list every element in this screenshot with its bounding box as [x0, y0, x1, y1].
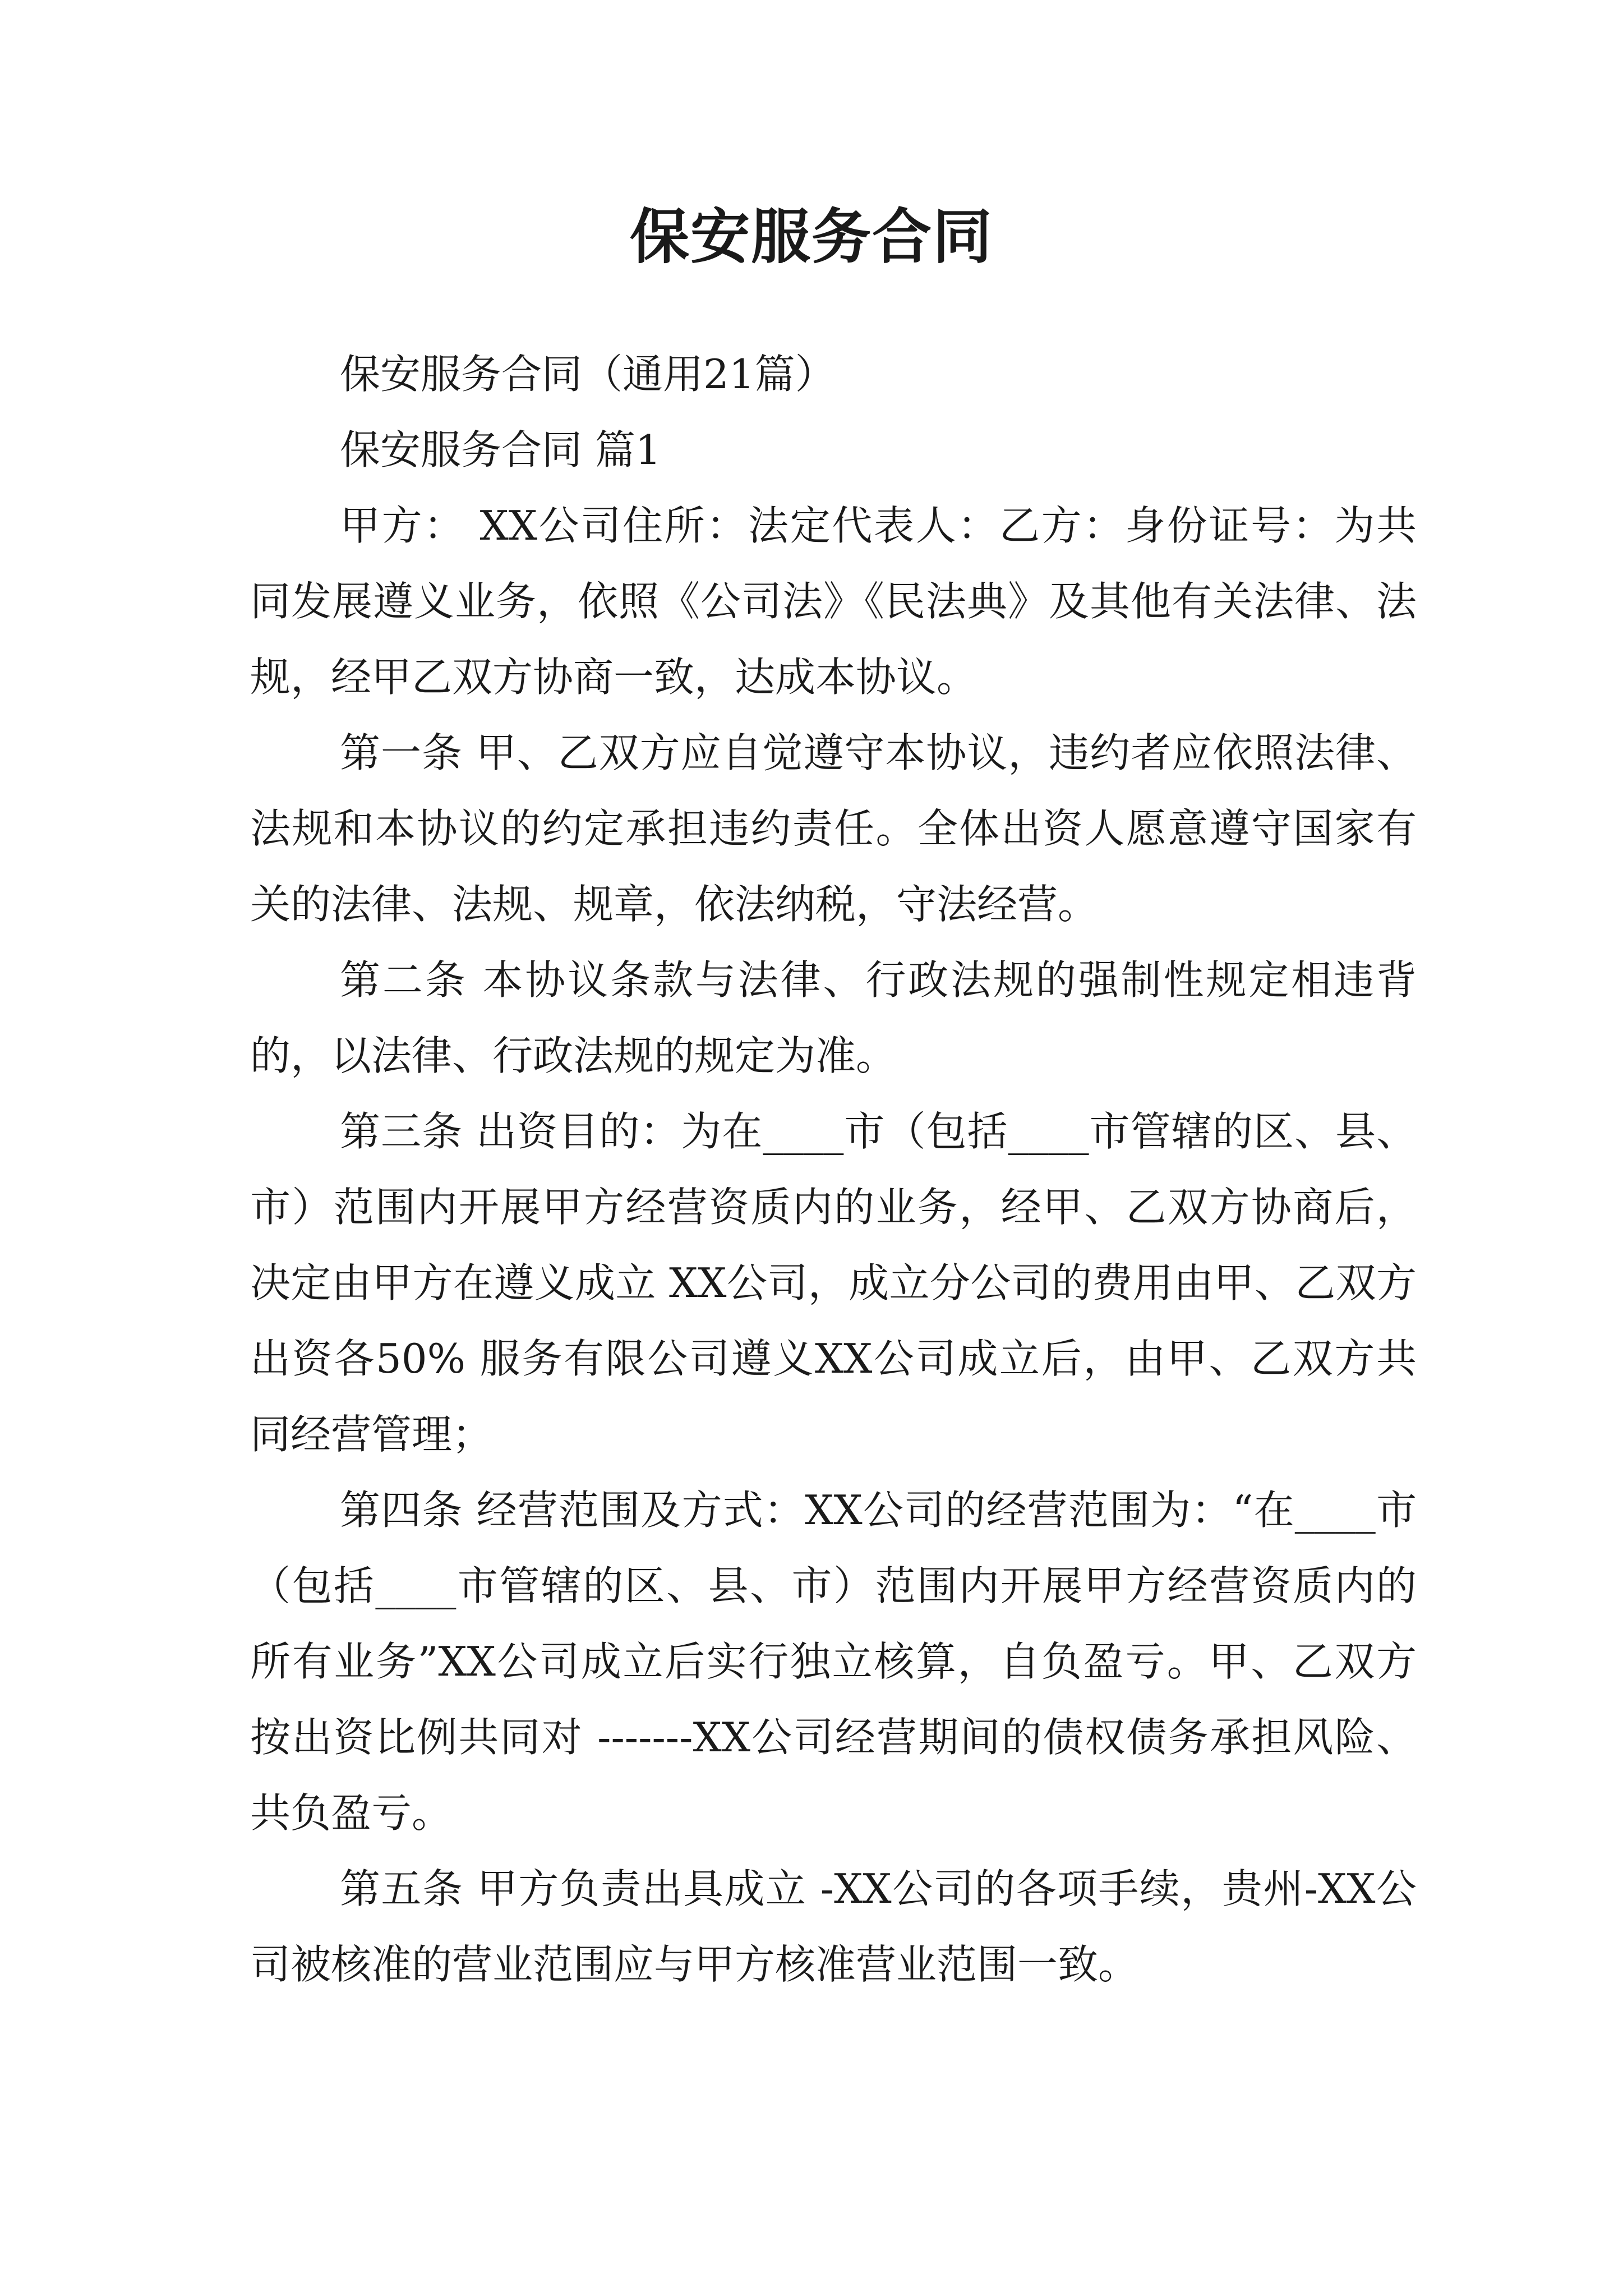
- document-title: 保安服务合同: [630, 201, 993, 272]
- document-body: [250, 337, 1417, 2003]
- subtitle-paragraph: 保安服务合同（通用21篇）: [340, 351, 836, 398]
- article-1-paragraph: 第一条 甲、乙双方应自觉遵守本协议，违约者应依照法律、法规和本协议的约定承担违约责任。全体出资人愿意遵守国家有关的法律、法规、规章，依法纳税，守法经营。: [250, 729, 1417, 928]
- parties-paragraph: 甲方： XX公司住所：法定代表人：乙方：身份证号：为共同发展遵义业务，依照《公司法》《民法典》及其他有关法律、法规，经甲乙双方协商一致，达成本协议。: [250, 502, 1417, 701]
- article-3-paragraph: 第三条 出资目的：为在____市（包括____市管辖的区、县、市）范围内开展甲方经营资质内的业务，经甲、乙双方协商后，决定由甲方在遵义成立 XX公司，成立分公司的费用由甲、乙双方出资各50% 服务有限公司遵义XX公司成立后，由甲、乙双方共同经营管理；: [250, 1108, 1417, 1458]
- article-4-paragraph: 第四条 经营范围及方式：XX公司的经营范围为：“在____市（包括____市管辖的区、县、市）范围内开展甲方经营资质内的所有业务”XX公司成立后实行独立核算，自负盈亏。甲、乙双方按出资比例共同对 -------XX公司经营期间的债权债务承担风险、共负盈亏。: [250, 1487, 1417, 1837]
- article-5-paragraph: 第五条 甲方负责出具成立 -XX公司的各项手续，贵州-XX公司被核准的营业范围应与甲方核准营业范围一致。: [250, 1865, 1417, 1988]
- article-2-paragraph: 第二条 本协议条款与法律、行政法规的强制性规定相违背的，以法律、行政法规的规定为准。: [250, 956, 1417, 1079]
- section-heading: 保安服务合同 篇1: [340, 426, 661, 473]
